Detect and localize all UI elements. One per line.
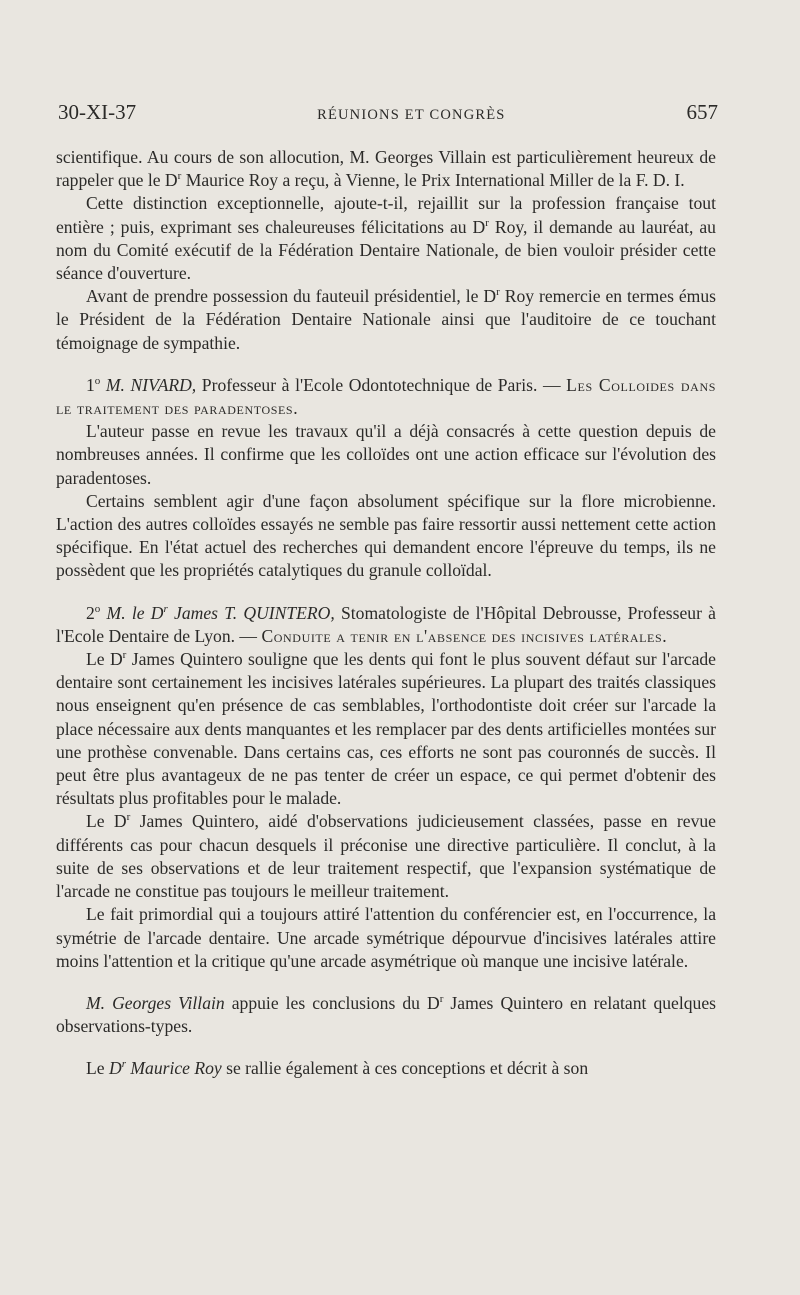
paragraph: Le fait primordial qui a toujours attiré l'attention du conférencier est, en l'occurrence, la symétrie de l'arcade dentaire. Une arcade symétrique dépourvue d'incisives latérales attire moins l'attention et la critique qu'une arcade asymétrique où manque une incisive latérale.: [56, 904, 716, 971]
section-heading-1: 1$^o$ M. NIVARD, Professeur à l'Ecole Odontotechnique de Paris. — Les Colloides dans le traitement des paradentoses.: [56, 374, 716, 419]
paragraph-continued: scientifique. Au cours de son allocution, M. Georges Villain est particulièrement heureux de rappeler que le $D^r$ Maurice Roy a reçu, à Vienne, le Prix International Miller de la F. D. I.: [56, 147, 716, 191]
paragraph: Avant de prendre possession du fauteuil présidentiel, le $D^r$ Roy remercie en termes émus le Président de la Fédération Dentaire Nationale ainsi que l'auditoire de ce touchant témoignage de sympathie.: [56, 286, 716, 353]
page-number: 657: [686, 100, 718, 124]
paragraph: Le $D^r$ James Quintero, aidé d'observations judicieusement classées, passe en revue différents cas pour chacun desquels il préconise une directive particulière. Il conclut, à la suite de ses observations et de leur traitement respectif, que l'expansion systématique de l'arcade ne constitue pas toujours le meilleur traitement.: [56, 811, 716, 902]
author-name: M. le $D^r$ James T. QUINTERO,: [106, 602, 335, 623]
author-name: M. NIVARD,: [105, 374, 197, 395]
paragraph: Le $D^r$ James Quintero souligne que les dents qui font le plus souvent défaut sur l'arcade dentaire sont certainement les incisives latérales supérieures. La plupart des traités classiques nous enseignent qu'en présence de cas semblables, l'orthodontiste doit créer sur l'arcade la place nécessaire aux dents manquantes et les remplacer par des dents artificielles montées sur une prothèse convenable. Dans certains cas, ces efforts ne sont pas couronnés de succès. Il peut être plus avantageux de ne pas tenter de créer un espace, ce qui permet d'obtenir des résultats plus profitables pour le malade.: [56, 649, 716, 809]
paragraph: Certains semblent agir d'une façon absolument spécifique sur la flore microbienne. L'action des autres colloïdes essayés ne semble pas faire ressortir aussi nettement cette action spécifique. En l'état actuel des recherches qui demandent encore l'épreuve du temps, ils ne possèdent que les propriétés catalytiques du granule colloïdal.: [56, 490, 716, 581]
paragraph: Cette distinction exceptionnelle, ajoute-t-il, rejaillit sur la profession française tout entière ; puis, exprimant ses chaleureuses félicitations au $D^r$ Roy, il demande au lauréat, au nom du Comité exécutif de la Fédération Dentaire Nationale, de bien vouloir présider cette séance d'ouverture.: [56, 193, 716, 284]
header-date: 30-XI-37: [58, 100, 137, 124]
paragraph: M. Georges Villain appuie les conclusions du $D^r$ James Quintero en relatant quelques observations-types.: [56, 992, 716, 1037]
running-header: [58, 100, 718, 125]
section-heading-2: 2$^o$ M. le $D^r$ James T. QUINTERO, Stomatologiste de l'Hôpital Debrousse, Professeur à l'Ecole Dentaire de Lyon. — Conduite a tenir en l'absence des incisives latérales.: [56, 602, 716, 646]
paragraph: L'auteur passe en revue les travaux qu'il a déjà consacrés à cette question depuis de nombreuses années. Il confirme que les colloïdes ont une action efficace sur l'évolution des paradentoses.: [56, 421, 716, 488]
paragraph: Le $D^r$ Maurice Roy se rallie également à ces conceptions et décrit à son: [86, 1058, 589, 1079]
page-body: [56, 146, 716, 1081]
header-title: RÉUNIONS ET CONGRÈS: [317, 107, 506, 123]
talk-title: Conduite a tenir en l'absence des incisives latérales.: [261, 625, 668, 646]
talk-title: Les Colloides dans le traitement des paradentoses.: [56, 374, 716, 419]
